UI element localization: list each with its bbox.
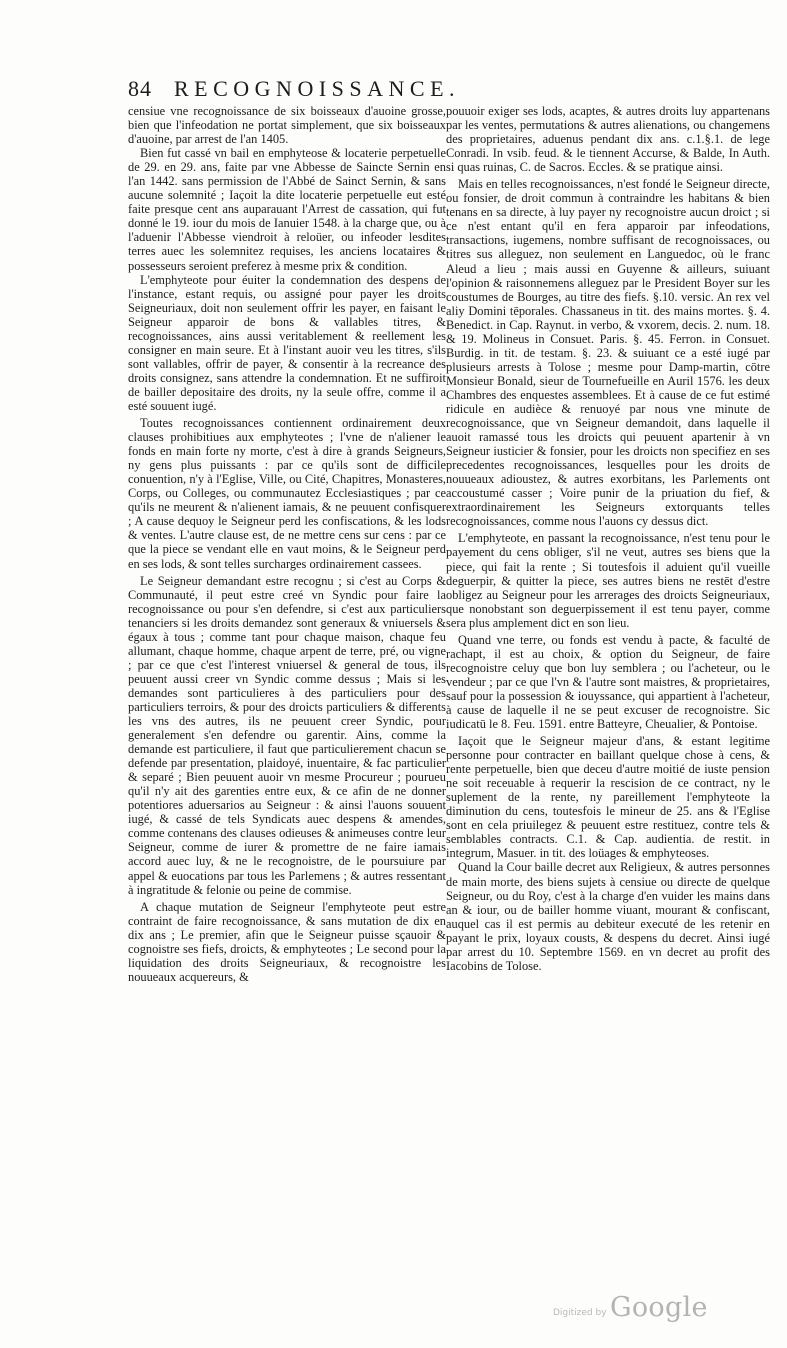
paragraph: Iaçoit que le Seigneur majeur d'ans, & estant legitime personne pour contracter en baillant quelque chose à cens, & rente perpetuelle, bien que deceu d'autre moitié de iuste pension ne soit receuable à requerir la rescision de ce contract, ny le suplement de la rente, ny pareillement l'emphyteote la diminution du cens, toutesfois le mineur de 25. ans & l'Eglise sont en cela priuilegez & peuuent estre restituez, contre tels & semblables contracts. C.1. & Cap. audientia. de restit. in integrum, Masuer. in tit. des loüages & emphyteoses. (446, 734, 770, 861)
running-head: RECOGNOISSANCE. (174, 76, 461, 101)
paragraph: Mais en telles recognoissances, n'est fondé le Seigneur directe, ou fonsier, de droit commun à contraindre les habitans & bien tenans en sa directe, à luy payer ny recognoistre aucun droict ; si ce n'est entant qu'il en fera apparoir par infeodations, transactions, iugemens, nombre suffisant de recognoissaces, ou titres sus alleguez, non seulement en Languedoc, où le franc Aleud a lieu ; mais aussi en Guyenne & ailleurs, suiuant l'opinion & raisonnemens alleguez par le President Boyer sur les coustumes de Bourges, au titre des fiefs. §.10. versic. An rex vel aliy Domini tēporales. Chassaneus in tit. des mains mortes. §. 4. Benedict. in Cap. Raynut. in verbo, & vxorem, decis. 2. num. 18. & 19. Molineus in Consuet. Paris. §. 45. Ferron. in Consuet. Burdig. in tit. de testam. §. 23. & suiuant ce a esté iugé par plusieurs arrests à Tolose ; mesme pour Damp-martin, cōtre Monsieur Bonald, sieur de Tournefueille en Auril 1576. les deux Chambres des enquestes assemblees. Et à cause de ce fut estimé ridicule en audièce & renuoyé par nous vne minute de recognoissance, que vn Seigneur demandoit, dans laquelle il auoit ramassé tous les droicts qui peuuent apartenir à vn Seigneur iusticier & fonsier, pour les droicts non specifiez en ses precedentes recognoissances, lesquelles pour les droits de nouueaux adioustez, & autres exorbitans, les Parlements ont accoustumé casser ; Voire punir de la priuation du fief, & extraordinairement les Seigneurs extorquants telles recognoissances, comme nous l'auons cy dessus dict. (446, 177, 770, 529)
right-column (446, 104, 770, 973)
digitized-label: Digitized by (553, 1308, 607, 1318)
paragraph: censiue vne recognoissance de six boisseaux d'auoine grosse, bien que l'infeodation ne portat simplement, que six boisseaux d'auoine, par arrest de l'an 1405. (128, 104, 446, 147)
paragraph: Quand la Cour baille decret aux Religieux, & autres personnes de main morte, des biens sujets à censiue ou directe de quelque Seigneur, ou du Roy, c'est à la charge d'en vuider les mains dans an & iour, ou de bailler homme viuant, mourant & confiscant, auquel cas il est permis au debiteur executé de les retenir en payant le prix, loyaux cousts, & despens du decret. Ainsi iugé par arrest du 10. Septembre 1569. en vn decret au profit des Iacobins de Tolose. (446, 860, 770, 973)
paragraph: L'emphyteote, en passant la recognoissance, n'est tenu pour le payement du cens obliger, s'il ne veut, autres ses biens que la piece, qui fait la rente ; Si toutesfois il aduient qu'il vueille deguerpir, & quitter la piece, ses autres biens ne restēt d'estre obligez au Seigneur pour les arrerages des droicts Seigneuriaux, que nonobstant son deguerpissement il est tenu payer, comme sera plus amplement dict en son lieu. (446, 531, 770, 630)
paragraph: L'emphyteote pour éuiter la condemnation des despens de l'instance, estant requis, ou assigné pour payer les droits Seigneuriaux, doit non seulement offrir les payer, en faisant le Seigneur apparoir de bons & vallables titres, & recognoissances, ains aussi veritablement & reellement les consigner en main seure. Et à l'instant auoir veu les titres, s'ils sont vallables, offrir de payer, & consentir à la recreance des droits consignez, sans attendre la condemnation. Et ne suffiroit de bailler depositaire des droits, ny la seule offre, comme il a esté souuent iugé. (128, 272, 446, 413)
paragraph: Quand vne terre, ou fonds est vendu à pacte, & faculté de rachapt, il est au choix, & option du Seigneur, de faire recognoistre celuy que bon luy semblera ; ou l'acheteur, ou le vendeur ; par ce que l'vn & l'autre sont maistres, & proprietaires, sauf pour la possession & iouyssance, qui appartient à l'acheteur, à cause de laquelle il ne se peut excuser de recognoistre. Sic iudicatū le 8. Feu. 1591. entre Batteyre, Cheualier, & Pontoise. (446, 632, 770, 732)
paragraph: pouuoir exiger ses lods, acaptes, & autres droits luy appartenans par les ventes, permutations & autres alienations, ou changemens des proprietaires, aduenus pendant dix ans. c.1.§.1. de lege Conradi. In vsib. feud. & le tiennent Accurse, & Balde, In Auth. si quas ruinas, C. de Sacros. Eccles. & se pratique ainsi. (446, 104, 770, 175)
paragraph: Bien fut cassé vn bail en emphyteose & locaterie perpetuelle de 29. en 29. ans, faite par vne Abbesse de Saincte Sernin en l'an 1442. sans permission de l'Abbé de Sainct Sernin, & sans aucune solemnité ; Iaçoit la dite locaterie perpetuelle eut esté faite presque cent ans auparauant l'Arrest de cassation, qui fut donné le 19. iour du mois de Ianuier 1548. à la charge que, ou à l'aduenir l'Abbesse viendroit à reloüer, ou infeoder lesdites terres auec les solemnitez requises, les anciens locataires & possesseurs seroient preferez à mesme prix & condition. (128, 146, 446, 273)
page-number: 84 (128, 76, 152, 101)
paragraph: Le Seigneur demandant estre recognu ; si c'est au Corps & Communauté, il peut estre creé vn Syndic pour faire la recognoissance ou pour s'en defendre, si c'est aux particuliers tenanciers si les droits demandez sont generaux & vniuersels & égaux à tous ; comme tant pour chaque maison, chaque feu allumant, chaque homme, chaque arpent de terre, pré, ou vigne ; par ce que c'est l'interest vniuersel & general de tous, ils peuuent aussi creer vn Syndic comme dessus ; Mais si les demandes sont particulieres à des particuliers pour des particuliers terroirs, & pour des droicts particuliers & differents les vns des autres, ils ne peuuent creer Syndic, pour generalement s'en defendre ou garentir. Ains, comme la demande est particuliere, il faut que particulierement chacun se defende par presentation, plaidoyé, inuentaire, & fac particulier & separé ; Bien peuuent auoir vn mesme Procureur ; pourueu qu'il n'y ait des garenties entre eux, & ce afin de ne donner potentiores aduersarios au Seigneur : & ainsi l'auons souuent iugé, & cassé de tels Syndicats auec despens & amendes, comme contenans des clauses odieuses & animeuses contre leur Seigneur, comme de iurer & promettre de ne faire iamais accord auec luy, & ne le recognoistre, de le poursuiure par appel & euocations par tous les Parlemens ; & autres ressentant à ingratitude & felonie ou peine de commise. (128, 573, 446, 897)
paragraph: Toutes recognoissances contiennent ordinairement deux clauses prohibitiues aux emphyteotes ; l'vne de n'aliener le fonds en main forte ny morte, c'est à dire à grands Seigneurs, ny gens plus puissants : par ce qu'ils sont de difficile conuention, n'y à l'Eglise, Ville, ou Cité, Chapitres, Monasteres, Corps, ou Colleges, ou communautez Ecclesiastiques ; par ce qu'ils ne meurent & n'alienent iamais, & ne peuuent confisquer ; A cause dequoy le Seigneur perd les confiscations, & les lods & ventes. L'autre clause est, de ne mettre cens sur cens : par ce que la piece se vendant elle en vaut moins, & le Seigneur perd en ses lods, & sont telles surcharges ordinairement cassees. (128, 416, 446, 571)
digitized-watermark (550, 1290, 750, 1330)
page-header (128, 76, 578, 106)
google-logo: Google (610, 1292, 708, 1323)
paragraph: A chaque mutation de Seigneur l'emphyteote peut estre contraint de faire recognoissance, & sans mutation de dix en dix ans ; Le premier, afin que le Seigneur puisse sçauoir & cognoistre ses fiefs, droicts, & emphyteotes ; Le second pour la liquidation des droits Seigneuriaux, & recognoistre les nouueaux acquereurs, & (128, 899, 446, 984)
left-column (128, 104, 446, 984)
